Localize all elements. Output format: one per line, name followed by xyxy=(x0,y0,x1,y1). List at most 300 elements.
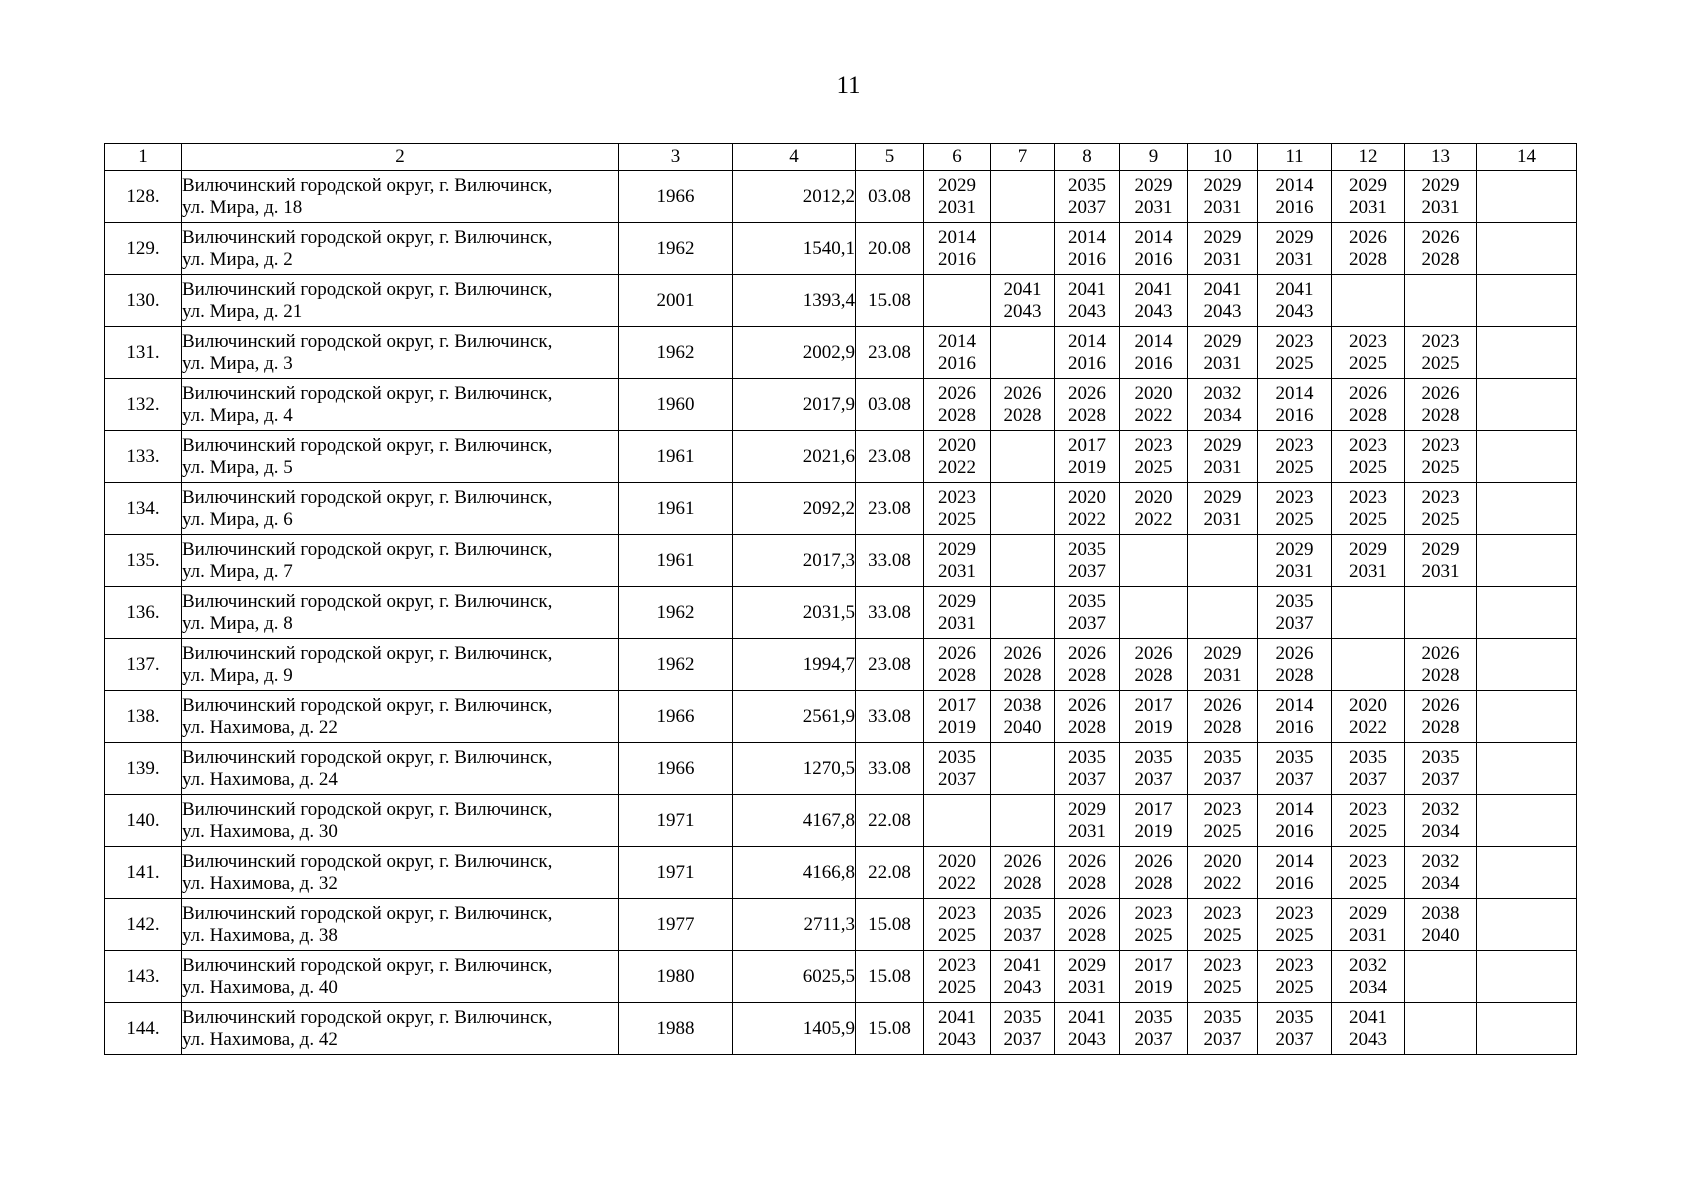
area-cell: 2017,9 xyxy=(733,379,856,431)
address-cell xyxy=(182,223,619,275)
period-cell-c9 xyxy=(1120,431,1188,483)
period-cell-c8 xyxy=(1055,431,1120,483)
period-start-year: 2017 xyxy=(1068,434,1106,456)
wear-cell: 15.08 xyxy=(856,951,924,1003)
period-start-year: 2029 xyxy=(1349,538,1387,560)
period-cell-c10 xyxy=(1188,171,1258,223)
period-end-year: 2031 xyxy=(938,560,976,582)
period-end-year: 2022 xyxy=(938,456,976,478)
period-start-year: 2023 xyxy=(1203,902,1242,924)
period-start-year: 2023 xyxy=(1349,434,1387,456)
column-header: 8 xyxy=(1055,144,1120,171)
period-end-year: 2028 xyxy=(1068,664,1106,686)
period-cell-c13 xyxy=(1405,847,1477,899)
period-end-year: 2025 xyxy=(1134,456,1173,478)
address-cell xyxy=(182,639,619,691)
period-cell-c6 xyxy=(924,743,991,795)
period-start-year: 2035 xyxy=(938,746,976,768)
address-line-1: Вилючинский городской округ, г. Вилючинск, xyxy=(182,434,553,456)
address-line-2: ул. Мира, д. 18 xyxy=(182,196,303,218)
build-year-cell: 1980 xyxy=(619,951,733,1003)
period-end-year: 2034 xyxy=(1203,404,1242,426)
period-cell-c10 xyxy=(1188,483,1258,535)
period-start-year: 2026 xyxy=(1275,642,1314,664)
table-row xyxy=(105,587,1577,639)
period-start-year: 2017 xyxy=(1134,798,1173,820)
period-end-year: 2043 xyxy=(1349,1028,1387,1050)
address-line-1: Вилючинский городской округ, г. Вилючинск, xyxy=(182,174,553,196)
period-cell-c7 xyxy=(991,691,1055,743)
period-end-year: 2022 xyxy=(1134,508,1173,530)
period-end-year: 2016 xyxy=(1275,820,1314,842)
build-year-cell: 1961 xyxy=(619,535,733,587)
period-end-year: 2031 xyxy=(1203,456,1242,478)
period-cell-c12 xyxy=(1332,275,1405,327)
period-start-year: 2020 xyxy=(938,850,976,872)
period-start-year: 2029 xyxy=(1068,954,1106,976)
period-start-year: 2035 xyxy=(1275,590,1314,612)
period-end-year: 2025 xyxy=(938,924,976,946)
table-row xyxy=(105,379,1577,431)
area-cell: 1270,5 xyxy=(733,743,856,795)
period-cell-c10 xyxy=(1188,535,1258,587)
period-end-year: 2028 xyxy=(1068,716,1106,738)
period-cell-c9 xyxy=(1120,483,1188,535)
period-end-year: 2037 xyxy=(1134,768,1173,790)
period-cell-c7 xyxy=(991,431,1055,483)
address-cell xyxy=(182,587,619,639)
period-start-year: 2026 xyxy=(1068,382,1106,404)
period-end-year: 2031 xyxy=(1203,352,1242,374)
period-start-year: 2023 xyxy=(1203,798,1242,820)
period-cell-c11 xyxy=(1258,379,1332,431)
wear-cell: 33.08 xyxy=(856,691,924,743)
period-end-year: 2028 xyxy=(1003,872,1042,894)
period-end-year: 2037 xyxy=(1203,768,1242,790)
period-start-year: 2014 xyxy=(1134,330,1173,352)
period-cell-c8 xyxy=(1055,223,1120,275)
area-cell: 4167,8 xyxy=(733,795,856,847)
build-year-cell: 1971 xyxy=(619,847,733,899)
period-end-year: 2025 xyxy=(938,976,976,998)
period-cell-c11 xyxy=(1258,691,1332,743)
period-start-year: 2032 xyxy=(1203,382,1242,404)
period-end-year: 2034 xyxy=(1421,872,1460,894)
register-body xyxy=(105,171,1577,1055)
period-cell-c6 xyxy=(924,431,991,483)
period-end-year: 2028 xyxy=(1134,872,1173,894)
period-start-year: 2014 xyxy=(1275,174,1314,196)
period-start-year: 2023 xyxy=(1421,434,1460,456)
period-end-year: 2040 xyxy=(1003,716,1042,738)
period-end-year: 2043 xyxy=(1068,1028,1106,1050)
row-number-cell: 136. xyxy=(105,587,182,639)
period-start-year: 2035 xyxy=(1068,746,1106,768)
period-cell-c8 xyxy=(1055,535,1120,587)
period-cell-c13 xyxy=(1405,795,1477,847)
period-start-year: 2026 xyxy=(1421,382,1460,404)
period-end-year: 2016 xyxy=(1275,404,1314,426)
period-start-year: 2014 xyxy=(1275,694,1314,716)
period-cell-c12 xyxy=(1332,743,1405,795)
period-end-year: 2016 xyxy=(938,248,976,270)
address-line-1: Вилючинский городской округ, г. Вилючинск, xyxy=(182,486,553,508)
period-start-year: 2020 xyxy=(1134,486,1173,508)
address-cell xyxy=(182,431,619,483)
period-cell-c11 xyxy=(1258,535,1332,587)
period-cell-c9 xyxy=(1120,795,1188,847)
period-cell-c12 xyxy=(1332,327,1405,379)
area-cell: 1393,4 xyxy=(733,275,856,327)
period-cell-c8 xyxy=(1055,587,1120,639)
period-cell-c6 xyxy=(924,795,991,847)
address-line-2: ул. Мира, д. 2 xyxy=(182,248,293,270)
period-start-year: 2029 xyxy=(1421,538,1460,560)
period-start-year: 2026 xyxy=(1421,642,1460,664)
housing-register-table xyxy=(104,143,1577,1055)
period-end-year: 2037 xyxy=(1134,1028,1173,1050)
address-line-1: Вилючинский городской округ, г. Вилючинск, xyxy=(182,850,553,872)
table-row xyxy=(105,483,1577,535)
address-line-2: ул. Мира, д. 21 xyxy=(182,300,303,322)
period-cell-c8 xyxy=(1055,899,1120,951)
period-end-year: 2028 xyxy=(1068,404,1106,426)
period-end-year: 2028 xyxy=(1068,872,1106,894)
column-header: 3 xyxy=(619,144,733,171)
period-start-year: 2026 xyxy=(1349,226,1387,248)
column-header: 11 xyxy=(1258,144,1332,171)
period-end-year: 2040 xyxy=(1421,924,1460,946)
period-end-year: 2037 xyxy=(1068,768,1106,790)
period-end-year: 2025 xyxy=(1203,820,1242,842)
period-cell-c6 xyxy=(924,275,991,327)
wear-cell: 23.08 xyxy=(856,431,924,483)
period-end-year: 2031 xyxy=(938,196,976,218)
address-line-1: Вилючинский городской округ, г. Вилючинск, xyxy=(182,746,553,768)
period-start-year: 2029 xyxy=(1203,330,1242,352)
row-number-cell: 133. xyxy=(105,431,182,483)
period-end-year: 2028 xyxy=(1003,404,1042,426)
address-line-1: Вилючинский городской округ, г. Вилючинск, xyxy=(182,694,553,716)
period-start-year: 2032 xyxy=(1421,850,1460,872)
period-end-year: 2028 xyxy=(1421,248,1460,270)
address-line-1: Вилючинский городской округ, г. Вилючинск, xyxy=(182,330,553,352)
period-end-year: 2043 xyxy=(1203,300,1242,322)
period-start-year: 2029 xyxy=(1275,538,1314,560)
table-row xyxy=(105,691,1577,743)
address-line-2: ул. Нахимова, д. 32 xyxy=(182,872,338,894)
period-end-year: 2025 xyxy=(938,508,976,530)
period-start-year: 2029 xyxy=(1134,174,1173,196)
address-line-1: Вилючинский городской округ, г. Вилючинск, xyxy=(182,1006,553,1028)
period-end-year: 2037 xyxy=(1068,612,1106,634)
wear-cell: 15.08 xyxy=(856,1003,924,1055)
period-end-year: 2031 xyxy=(1068,976,1106,998)
area-cell: 1994,7 xyxy=(733,639,856,691)
period-cell-c10 xyxy=(1188,223,1258,275)
address-line-1: Вилючинский городской округ, г. Вилючинск, xyxy=(182,954,553,976)
period-end-year: 2028 xyxy=(1421,664,1460,686)
period-end-year: 2022 xyxy=(1203,872,1242,894)
period-end-year: 2019 xyxy=(1068,456,1106,478)
build-year-cell: 1962 xyxy=(619,223,733,275)
period-end-year: 2031 xyxy=(1421,196,1460,218)
period-end-year: 2037 xyxy=(938,768,976,790)
row-number-cell: 129. xyxy=(105,223,182,275)
period-start-year: 2023 xyxy=(1421,330,1460,352)
period-end-year: 2019 xyxy=(938,716,976,738)
period-cell-c8 xyxy=(1055,275,1120,327)
period-cell-c7 xyxy=(991,275,1055,327)
period-cell-c6 xyxy=(924,587,991,639)
period-start-year: 2038 xyxy=(1003,694,1042,716)
period-cell-c8 xyxy=(1055,171,1120,223)
period-cell-c7 xyxy=(991,171,1055,223)
period-cell-c12 xyxy=(1332,795,1405,847)
period-start-year: 2035 xyxy=(1134,746,1173,768)
wear-cell: 33.08 xyxy=(856,743,924,795)
period-start-year: 2017 xyxy=(938,694,976,716)
row-number-cell: 128. xyxy=(105,171,182,223)
period-start-year: 2029 xyxy=(1203,174,1242,196)
period-start-year: 2026 xyxy=(1203,694,1242,716)
period-end-year: 2028 xyxy=(1421,404,1460,426)
period-cell-c7 xyxy=(991,951,1055,1003)
build-year-cell: 1966 xyxy=(619,691,733,743)
period-cell-c9 xyxy=(1120,951,1188,1003)
period-start-year: 2026 xyxy=(1003,850,1042,872)
period-cell-c14 xyxy=(1477,1003,1577,1055)
period-cell-c13 xyxy=(1405,327,1477,379)
period-cell-c6 xyxy=(924,171,991,223)
period-end-year: 2028 xyxy=(938,404,976,426)
period-cell-c14 xyxy=(1477,691,1577,743)
period-cell-c8 xyxy=(1055,795,1120,847)
period-cell-c11 xyxy=(1258,951,1332,1003)
period-cell-c12 xyxy=(1332,587,1405,639)
build-year-cell: 1966 xyxy=(619,743,733,795)
period-end-year: 2025 xyxy=(1275,976,1314,998)
period-start-year: 2029 xyxy=(1349,174,1387,196)
build-year-cell: 1961 xyxy=(619,483,733,535)
period-start-year: 2023 xyxy=(1349,850,1387,872)
period-cell-c11 xyxy=(1258,483,1332,535)
period-cell-c10 xyxy=(1188,587,1258,639)
address-cell xyxy=(182,795,619,847)
period-cell-c13 xyxy=(1405,1003,1477,1055)
period-cell-c6 xyxy=(924,951,991,1003)
wear-cell: 33.08 xyxy=(856,587,924,639)
table-row xyxy=(105,327,1577,379)
period-end-year: 2031 xyxy=(1349,560,1387,582)
period-cell-c8 xyxy=(1055,847,1120,899)
period-start-year: 2026 xyxy=(1134,850,1173,872)
address-cell xyxy=(182,379,619,431)
period-cell-c9 xyxy=(1120,587,1188,639)
period-end-year: 2034 xyxy=(1421,820,1460,842)
period-cell-c7 xyxy=(991,847,1055,899)
build-year-cell: 1966 xyxy=(619,171,733,223)
period-cell-c6 xyxy=(924,535,991,587)
table-row xyxy=(105,431,1577,483)
period-end-year: 2022 xyxy=(1134,404,1173,426)
address-cell xyxy=(182,743,619,795)
period-start-year: 2020 xyxy=(1068,486,1106,508)
period-end-year: 2034 xyxy=(1349,976,1387,998)
period-cell-c12 xyxy=(1332,951,1405,1003)
period-end-year: 2016 xyxy=(1134,352,1173,374)
period-start-year: 2014 xyxy=(1275,382,1314,404)
period-end-year: 2028 xyxy=(1275,664,1314,686)
period-start-year: 2029 xyxy=(1203,486,1242,508)
period-cell-c6 xyxy=(924,691,991,743)
address-line-1: Вилючинский городской округ, г. Вилючинск, xyxy=(182,590,553,612)
period-start-year: 2023 xyxy=(1421,486,1460,508)
period-end-year: 2028 xyxy=(1349,404,1387,426)
period-start-year: 2023 xyxy=(1275,330,1314,352)
period-start-year: 2035 xyxy=(1203,746,1242,768)
period-start-year: 2023 xyxy=(938,954,976,976)
period-cell-c9 xyxy=(1120,691,1188,743)
period-end-year: 2043 xyxy=(1275,300,1314,322)
period-start-year: 2014 xyxy=(938,330,976,352)
period-end-year: 2016 xyxy=(1068,248,1106,270)
area-cell: 2017,3 xyxy=(733,535,856,587)
period-cell-c11 xyxy=(1258,795,1332,847)
address-cell xyxy=(182,951,619,1003)
period-cell-c6 xyxy=(924,327,991,379)
period-start-year: 2026 xyxy=(938,382,976,404)
period-cell-c14 xyxy=(1477,275,1577,327)
period-start-year: 2026 xyxy=(1421,694,1460,716)
address-cell xyxy=(182,327,619,379)
row-number-cell: 130. xyxy=(105,275,182,327)
period-cell-c14 xyxy=(1477,795,1577,847)
row-number-cell: 144. xyxy=(105,1003,182,1055)
period-start-year: 2035 xyxy=(1275,746,1314,768)
period-start-year: 2023 xyxy=(1275,954,1314,976)
period-start-year: 2029 xyxy=(1275,226,1314,248)
table-row xyxy=(105,639,1577,691)
period-cell-c12 xyxy=(1332,1003,1405,1055)
period-cell-c11 xyxy=(1258,431,1332,483)
area-cell: 2561,9 xyxy=(733,691,856,743)
period-cell-c12 xyxy=(1332,639,1405,691)
period-cell-c13 xyxy=(1405,899,1477,951)
period-cell-c11 xyxy=(1258,587,1332,639)
period-cell-c7 xyxy=(991,379,1055,431)
period-cell-c10 xyxy=(1188,899,1258,951)
period-cell-c11 xyxy=(1258,639,1332,691)
period-cell-c9 xyxy=(1120,171,1188,223)
table-row xyxy=(105,171,1577,223)
wear-cell: 22.08 xyxy=(856,847,924,899)
row-number-cell: 135. xyxy=(105,535,182,587)
period-start-year: 2032 xyxy=(1349,954,1387,976)
period-cell-c7 xyxy=(991,223,1055,275)
period-end-year: 2028 xyxy=(1068,924,1106,946)
period-cell-c8 xyxy=(1055,743,1120,795)
address-line-2: ул. Мира, д. 9 xyxy=(182,664,293,686)
period-end-year: 2031 xyxy=(1068,820,1106,842)
period-end-year: 2016 xyxy=(1134,248,1173,270)
table-row xyxy=(105,847,1577,899)
column-header: 14 xyxy=(1477,144,1577,171)
table-row xyxy=(105,535,1577,587)
period-cell-c8 xyxy=(1055,639,1120,691)
period-cell-c14 xyxy=(1477,847,1577,899)
period-cell-c14 xyxy=(1477,587,1577,639)
period-start-year: 2035 xyxy=(1003,1006,1042,1028)
period-start-year: 2038 xyxy=(1421,902,1460,924)
period-start-year: 2017 xyxy=(1134,954,1173,976)
period-cell-c6 xyxy=(924,639,991,691)
address-line-1: Вилючинский городской округ, г. Вилючинск, xyxy=(182,538,553,560)
period-cell-c9 xyxy=(1120,275,1188,327)
period-end-year: 2028 xyxy=(1203,716,1242,738)
address-line-2: ул. Нахимова, д. 40 xyxy=(182,976,338,998)
period-cell-c12 xyxy=(1332,535,1405,587)
period-cell-c14 xyxy=(1477,639,1577,691)
period-start-year: 2029 xyxy=(1068,798,1106,820)
build-year-cell: 1988 xyxy=(619,1003,733,1055)
address-line-1: Вилючинский городской округ, г. Вилючинск, xyxy=(182,642,553,664)
row-number-cell: 134. xyxy=(105,483,182,535)
column-header: 5 xyxy=(856,144,924,171)
wear-cell: 03.08 xyxy=(856,379,924,431)
period-cell-c10 xyxy=(1188,327,1258,379)
period-cell-c6 xyxy=(924,1003,991,1055)
address-cell xyxy=(182,847,619,899)
period-start-year: 2017 xyxy=(1134,694,1173,716)
period-start-year: 2041 xyxy=(1134,278,1173,300)
period-start-year: 2020 xyxy=(1134,382,1173,404)
period-cell-c10 xyxy=(1188,379,1258,431)
period-end-year: 2022 xyxy=(938,872,976,894)
period-cell-c11 xyxy=(1258,1003,1332,1055)
period-end-year: 2031 xyxy=(1134,196,1173,218)
period-cell-c12 xyxy=(1332,223,1405,275)
period-end-year: 2016 xyxy=(1275,196,1314,218)
period-cell-c11 xyxy=(1258,327,1332,379)
address-line-2: ул. Нахимова, д. 22 xyxy=(182,716,338,738)
period-start-year: 2014 xyxy=(938,226,976,248)
period-start-year: 2035 xyxy=(1003,902,1042,924)
period-cell-c6 xyxy=(924,379,991,431)
period-end-year: 2037 xyxy=(1003,924,1042,946)
period-cell-c7 xyxy=(991,795,1055,847)
period-end-year: 2028 xyxy=(1349,248,1387,270)
period-cell-c13 xyxy=(1405,743,1477,795)
period-start-year: 2026 xyxy=(1068,850,1106,872)
period-end-year: 2025 xyxy=(1349,820,1387,842)
address-cell xyxy=(182,1003,619,1055)
period-cell-c11 xyxy=(1258,223,1332,275)
period-start-year: 2026 xyxy=(1003,382,1042,404)
period-cell-c14 xyxy=(1477,171,1577,223)
period-start-year: 2023 xyxy=(1203,954,1242,976)
period-cell-c7 xyxy=(991,587,1055,639)
period-end-year: 2025 xyxy=(1421,352,1460,374)
period-end-year: 2022 xyxy=(1349,716,1387,738)
period-end-year: 2025 xyxy=(1275,924,1314,946)
period-cell-c7 xyxy=(991,639,1055,691)
period-start-year: 2035 xyxy=(1134,1006,1173,1028)
period-end-year: 2019 xyxy=(1134,820,1173,842)
period-start-year: 2029 xyxy=(1203,642,1242,664)
period-cell-c13 xyxy=(1405,535,1477,587)
period-cell-c10 xyxy=(1188,743,1258,795)
